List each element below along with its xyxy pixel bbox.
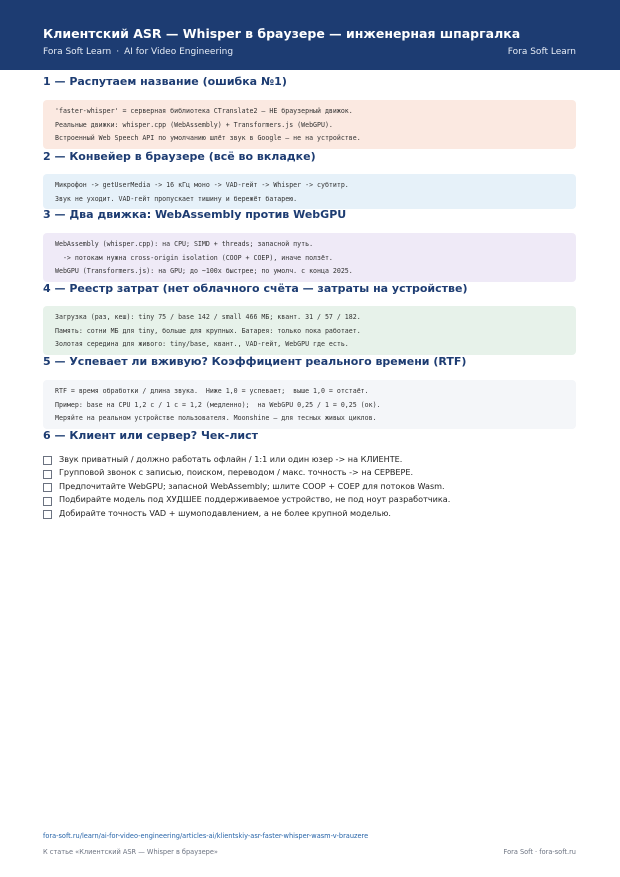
footer-article-reference: К статье «Клиентский ASR — Whisper в браузере»	[43, 848, 218, 856]
code-line: WebAssembly (whisper.cpp): на CPU; SIMD + threads; запасной путь.	[55, 240, 314, 248]
checklist-item-text: Предпочитайте WebGPU; запасной WebAssembly; шлите COOP + COEP для потоков Wasm.	[59, 480, 445, 491]
section-3-codebox	[43, 233, 576, 282]
checklist	[43, 452, 583, 520]
checklist-item-text: Добирайте точность VAD + шумоподавлением, а не более крупной моделью.	[59, 507, 391, 518]
brand-name: Fora Soft Learn	[43, 47, 112, 57]
code-line: WebGPU (Transformers.js): на GPU; до ~100x быстрее; по умолч. с конца 2025.	[55, 267, 353, 275]
checklist-item	[43, 452, 583, 466]
page-header	[0, 0, 620, 70]
code-line: -> потокам нужна cross-origin isolation (COOP + COEP), иначе ползёт.	[55, 253, 333, 262]
code-line: Золотая середина для живого: tiny/base, квант., VAD-гейт, WebGPU где есть.	[55, 340, 349, 348]
separator-dot: ·	[116, 47, 120, 57]
code-line: Память: сотни МБ для tiny, больше для крупных. Батарея: только пока работает.	[55, 326, 361, 335]
checklist-item-text: Подбирайте модель под ХУДШЕЕ поддерживаемое устройство, не под ноут разработчика.	[59, 494, 451, 505]
checklist-item	[43, 506, 583, 520]
header-brand-right: Fora Soft Learn	[507, 47, 576, 57]
section-2-codebox	[43, 174, 576, 209]
empty-checkbox-icon[interactable]	[43, 470, 52, 479]
header-subtitle	[43, 47, 233, 57]
section-2-title: 2 — Конвейер в браузере (всё во вкладке)	[43, 150, 316, 163]
checklist-item	[43, 493, 583, 507]
code-line: Звук не уходит. VAD-гейт пропускает тишину и бережёт батарею.	[55, 194, 298, 203]
code-line: Реальные движки: whisper.cpp (WebAssembly) + Transformers.js (WebGPU).	[55, 120, 333, 129]
section-5-codebox	[43, 380, 576, 429]
section-4-codebox	[43, 306, 576, 355]
checklist-item	[43, 466, 583, 480]
footer-brand: Fora Soft · fora-soft.ru	[503, 848, 576, 856]
section-5-title: 5 — Успевает ли вживую? Коэффициент реального времени (RTF)	[43, 355, 467, 368]
empty-checkbox-icon[interactable]	[43, 456, 52, 465]
section-1-codebox	[43, 100, 576, 149]
section-4-title: 4 — Реестр затрат (нет облачного счёта — затраты на устройстве)	[43, 282, 468, 295]
checklist-item-text: Звук приватный / должно работать офлайн / 1:1 или один юзер -> на КЛИЕНТЕ.	[59, 453, 403, 464]
article-link[interactable]: fora-soft.ru/learn/ai-for-video-engineering/articles-ai/klientskiy-asr-faster-whisper-wasm-v-brauzere	[43, 832, 369, 840]
code-line: Встроенный Web Speech API по умолчанию шлёт звук в Google — не на устройстве.	[55, 134, 361, 142]
empty-checkbox-icon[interactable]	[43, 483, 52, 492]
empty-checkbox-icon[interactable]	[43, 497, 52, 506]
code-line: Пример: base на CPU 1,2 с / 1 с = 1,2 (медленно); на WebGPU 0,25 / 1 = 0,25 (ок).	[55, 400, 381, 409]
code-line: Меряйте на реальном устройстве пользователя. Moonshine — для тесных живых циклов.	[55, 414, 377, 422]
checklist-item	[43, 479, 583, 493]
course-name: AI for Video Engineering	[124, 47, 234, 57]
checklist-item-text: Групповой звонок с записью, поиском, переводом / макс. точность -> на СЕРВЕРЕ.	[59, 467, 414, 478]
code-line: Загрузка (раз, кеш): tiny 75 / base 142 / small 466 МБ; квант. 31 / 57 / 182.	[55, 313, 361, 321]
section-1-title: 1 — Распутаем название (ошибка №1)	[43, 75, 287, 88]
section-3-title: 3 — Два движка: WebAssembly против WebGPU	[43, 208, 347, 221]
code-line: 'faster-whisper' = серверная библиотека CTranslate2 — НЕ браузерный движок.	[55, 107, 353, 115]
section-6-title: 6 — Клиент или сервер? Чек-лист	[43, 429, 259, 442]
empty-checkbox-icon[interactable]	[43, 510, 52, 519]
page-title: Клиентский ASR — Whisper в браузере — инженерная шпаргалка	[43, 26, 521, 41]
code-line: Микрофон -> getUserMedia -> 16 кГц моно -> VAD-гейт -> Whisper -> субтитр.	[55, 181, 349, 189]
code-line: RTF = время обработки / длина звука. Ниже 1,0 = успевает; выше 1,0 = отстаёт.	[55, 387, 369, 395]
